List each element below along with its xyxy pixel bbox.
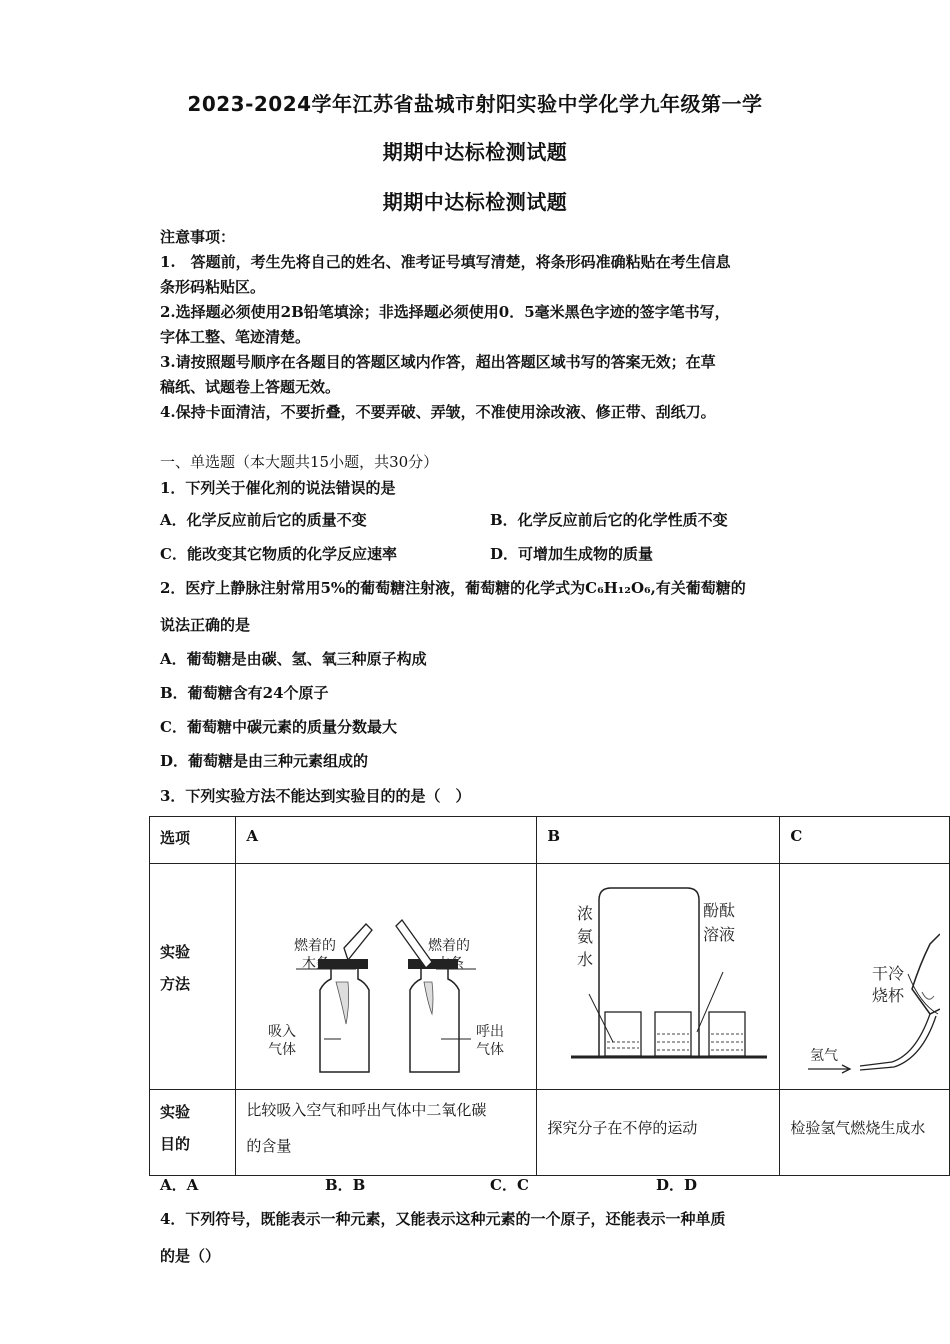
section-heading: 一、单选题（本大题共15小题，共30分） bbox=[160, 453, 439, 471]
table-header-a: A bbox=[246, 827, 259, 845]
fig-c-label: 干冷 bbox=[872, 964, 905, 983]
goal-b: 探究分子在不停的运动 bbox=[547, 1119, 698, 1137]
fig-a-label: 木条 bbox=[436, 956, 465, 972]
question-3-option-b: B．B bbox=[325, 1176, 366, 1194]
notice-item: 稿纸、试题卷上答题无效。 bbox=[160, 378, 341, 396]
question-2-option-c: C．葡萄糖中碳元素的质量分数最大 bbox=[160, 718, 397, 736]
question-2-stem: 2．医疗上静脉注射常用5%的葡萄糖注射液，葡萄糖的化学式为C₆H₁₂O₆,有关葡萄糖的 bbox=[160, 579, 746, 597]
fig-a-label: 木条 bbox=[302, 956, 331, 972]
question-4-stem-cont: 的是（） bbox=[160, 1247, 221, 1265]
fig-c-label: 烧杯 bbox=[872, 986, 905, 1005]
page-title-line-1: 2023-2024学年江苏省盐城市射阳实验中学化学九年级第一学 bbox=[187, 92, 763, 116]
notice-item: 4.保持卡面清洁，不要折叠，不要弄破、弄皱，不准使用涂改液、修正带、刮纸刀。 bbox=[160, 403, 716, 421]
notice-item: 3.请按照题号顺序在各题目的答题区域内作答，超出答题区域书写的答案无效；在草 bbox=[160, 353, 716, 371]
fig-a-label: 气体 bbox=[268, 1042, 297, 1058]
notice-item: 条形码粘贴区。 bbox=[160, 278, 266, 296]
fig-b-label: 溶液 bbox=[703, 925, 736, 944]
table-header-b: B bbox=[547, 827, 561, 845]
question-3-option-c: C．C bbox=[490, 1176, 529, 1194]
fig-b-label: 氨 bbox=[577, 927, 594, 946]
goal-label: 目的 bbox=[160, 1135, 191, 1153]
figure-a-breath-test bbox=[236, 864, 536, 1085]
table-header-option: 选项 bbox=[160, 829, 191, 847]
notice-item: 字体工整、笔迹清楚。 bbox=[160, 328, 311, 346]
page-title-line-2: 期期中达标检测试题 bbox=[382, 140, 568, 164]
page-title-line-3: 期期中达标检测试题 bbox=[382, 190, 568, 214]
question-3-option-d: D．D bbox=[656, 1176, 698, 1194]
fig-b-label: 水 bbox=[577, 950, 594, 969]
question-3-stem: 3．下列实验方法不能达到实验目的的是（ ） bbox=[160, 787, 471, 805]
fig-a-label: 燃着的 bbox=[294, 938, 337, 954]
bell-jar-icon bbox=[571, 888, 767, 1057]
notice-item: 2.选择题必须使用2B铅笔填涂；非选择题必须使用0．5毫米黑色字迹的签字笔书写， bbox=[160, 303, 730, 321]
goal-label: 实验 bbox=[160, 1103, 191, 1121]
question-3-option-a: A．A bbox=[160, 1176, 199, 1194]
fig-a-label: 吸入 bbox=[268, 1024, 297, 1040]
notice-item: 1. 答题前，考生先将自己的姓名、准考证号填写清楚，将条形码准确粘贴在考生信息 bbox=[160, 253, 731, 271]
question-1-stem: 1．下列关于催化剂的说法错误的是 bbox=[160, 479, 396, 497]
question-3-table bbox=[149, 816, 950, 1176]
figure-b-molecule-motion bbox=[537, 864, 779, 1085]
table-header-c: C bbox=[790, 827, 803, 845]
fig-b-label: 浓 bbox=[577, 904, 594, 923]
question-2-option-b: B．葡萄糖含有24个原子 bbox=[160, 684, 329, 702]
figure-c-hydrogen-combustion bbox=[780, 864, 940, 1085]
method-label: 实验 bbox=[160, 943, 191, 961]
question-1-option-c: C．能改变其它物质的化学反应速率 bbox=[160, 545, 397, 563]
question-2-option-d: D．葡萄糖是由三种元素组成的 bbox=[160, 752, 369, 770]
question-2-option-a: A．葡萄糖是由碳、氢、氧三种原子构成 bbox=[160, 650, 427, 668]
question-2-stem-cont: 说法正确的是 bbox=[160, 616, 251, 634]
question-1-option-b: B．化学反应前后它的化学性质不变 bbox=[490, 511, 728, 529]
goal-a-cont: 的含量 bbox=[246, 1137, 292, 1155]
goal-c: 检验氢气燃烧生成水 bbox=[790, 1119, 926, 1137]
fig-b-label: 酚酞 bbox=[703, 901, 736, 920]
method-label: 方法 bbox=[160, 975, 191, 993]
question-1-option-a: A．化学反应前后它的质量不变 bbox=[160, 511, 367, 529]
question-1-option-d: D．可增加生成物的质量 bbox=[490, 545, 654, 563]
fig-a-label: 呼出 bbox=[476, 1024, 505, 1040]
fig-a-label: 气体 bbox=[476, 1042, 505, 1058]
goal-a: 比较吸入空气和呼出气体中二氧化碳 bbox=[246, 1101, 487, 1119]
notice-heading: 注意事项： bbox=[160, 228, 236, 246]
fig-c-label: 氢气 bbox=[810, 1048, 839, 1064]
question-4-stem: 4．下列符号，既能表示一种元素，又能表示这种元素的一个原子，还能表示一种单质 bbox=[160, 1210, 726, 1228]
fig-a-label: 燃着的 bbox=[428, 938, 471, 954]
